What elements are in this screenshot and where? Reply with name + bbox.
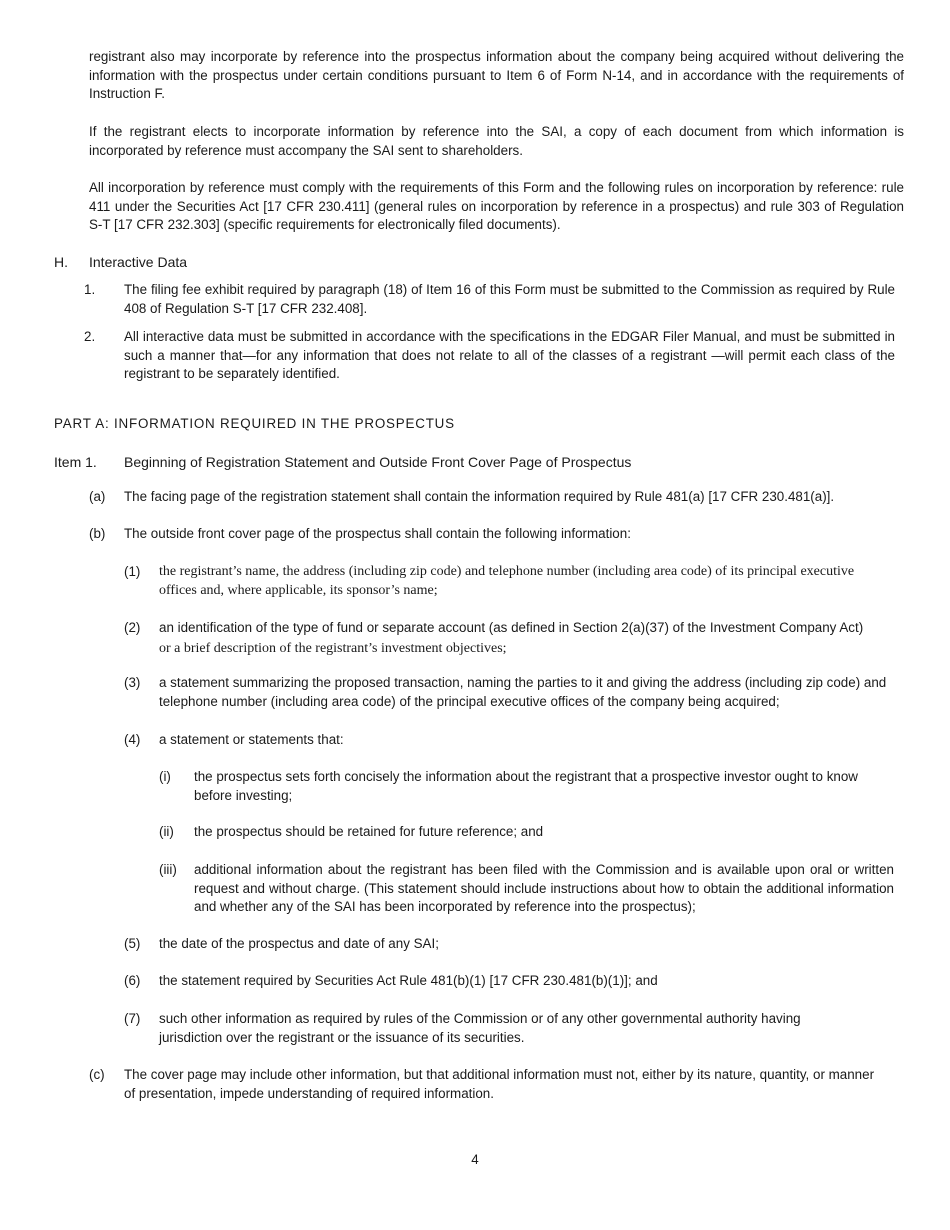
item-1-b-2 (124, 619, 874, 658)
item-1-c-text: The cover page may include other information, but that additional information must not, either by its nature, quantity, or manner of presentation, impede understanding of required information. (124, 1067, 875, 1101)
item-1-b-4 (124, 731, 894, 750)
intro-paragraph-3: All incorporation by reference must comply with the requirements of this Form and the following rules on incorporation by reference: rule 411 under the Securities Act [17 CFR 230.411] (general rules on incorporation by reference in a prospectus) and rule 303 of Regulation S-T [17 CFR 232.303] (specific requirements for electronically filed documents). (89, 180, 904, 232)
item-1-b-7-text: such other information as required by rules of the Commission or of any other governmental authority having jurisdiction over the registrant or the issuance of its securities. (159, 1011, 801, 1045)
part-a-heading: PART A: INFORMATION REQUIRED IN THE PROSPECTUS (54, 416, 455, 431)
item-1-a-text: The facing page of the registration statement shall contain the information required by Rule 481(a) [17 CFR 230.481(a)]. (124, 489, 835, 504)
item-1-b-2-text (159, 619, 874, 658)
item-1-b-4-iii-number: (iii) (159, 862, 177, 877)
item-1-b-7-number: (7) (124, 1011, 141, 1026)
item-1-a-label: (a) (89, 489, 106, 504)
item-1-b-3 (124, 674, 894, 711)
section-h-item-1-text: The filing fee exhibit required by paragraph (18) of Item 16 of this Form must be submitted to the Commission as required by Rule 408 of Regulation S-T [17 CFR 232.408]. (124, 282, 895, 316)
item-1-b-1 (124, 563, 874, 600)
item-1-b-4-iii-text: additional information about the registrant has been filed with the Commission and is available upon oral or written request and without charge. (This statement should include instructions about how to obtain the additional information and whether any of the SAI has been incorporated by reference into the prospectus); (194, 862, 894, 914)
item-1-b (89, 525, 904, 544)
item-1-b-4-iii (159, 861, 894, 917)
page-number: 4 (471, 1152, 479, 1167)
item-1-b-4-ii-text: the prospectus should be retained for future reference; and (194, 824, 544, 839)
item-1-b-1-text: the registrant’s name, the address (including zip code) and telephone number (including area code) of its principal executive offices and, where applicable, its sponsor’s name; (159, 564, 855, 598)
intro-paragraph-1: registrant also may incorporate by reference into the prospectus information about the company being acquired without delivering the information with the prospectus under certain conditions pursuant to Item 6 of Form N-14, and in accordance with the requirements of Instruction F. (89, 49, 904, 101)
item-1-b-label: (b) (89, 526, 106, 541)
section-h-title: Interactive Data (89, 254, 188, 270)
intro-paragraph-2: If the registrant elects to incorporate information by reference into the SAI, a copy of each document from which information is incorporated by reference must accompany the SAI sent to shareholders. (89, 124, 904, 158)
section-h-item-2-number: 2. (84, 329, 96, 344)
item-1-b-4-i-text: the prospectus sets forth concisely the information about the registrant that a prospective investor ought to know before investing; (194, 769, 858, 803)
item-1-b-4-i (159, 768, 894, 805)
item-1-title: Beginning of Registration Statement and Outside Front Cover Page of Prospectus (124, 454, 632, 470)
item-1-b-4-number: (4) (124, 732, 141, 747)
section-h-item-1-number: 1. (84, 282, 96, 297)
item-1-b-2-number: (2) (124, 620, 141, 635)
section-h-item-2 (84, 328, 895, 384)
item-1-a (89, 488, 904, 507)
item-1-heading (54, 453, 904, 472)
section-h-heading (54, 253, 904, 272)
item-1-b-6-number: (6) (124, 973, 141, 988)
item-1-b-4-i-number: (i) (159, 769, 171, 784)
section-h-item-1 (84, 281, 895, 318)
item-1-b-4-ii-number: (ii) (159, 824, 174, 839)
item-1-b-7 (124, 1010, 844, 1047)
item-1-b-1-number: (1) (124, 564, 141, 579)
item-1-b-text: The outside front cover page of the prospectus shall contain the following information: (124, 526, 631, 541)
item-1-b-4-ii (159, 823, 894, 842)
item-1-b-6 (124, 972, 894, 991)
item-1-b-5 (124, 935, 894, 954)
item-1-b-5-number: (5) (124, 936, 141, 951)
item-1-label: Item 1. (54, 454, 97, 470)
item-1-b-2-text-part-a: an identification of the type of fund or separate account (as defined in Section 2(a)(37) of the Investment Company Act) (159, 620, 864, 635)
item-1-b-2-text-part-b: or a brief description of the registrant’s investment objectives; (159, 640, 507, 656)
item-1-b-3-number: (3) (124, 675, 141, 690)
item-1-b-5-text: the date of the prospectus and date of any SAI; (159, 936, 439, 951)
item-1-b-6-text: the statement required by Securities Act Rule 481(b)(1) [17 CFR 230.481(b)(1)]; and (159, 973, 658, 988)
item-1-b-3-text: a statement summarizing the proposed transaction, naming the parties to it and giving the address (including zip code) and telephone number (including area code) of the principal executive offices of the company being acquired; (159, 675, 887, 709)
section-h-item-2-text: All interactive data must be submitted in accordance with the specifications in the EDGAR Filer Manual, and must be submitted in such a manner that—for any information that does not relate to all of the classes of a registrant —will permit each class of the registrant to be separately identified. (124, 329, 895, 381)
item-1-c-label: (c) (89, 1067, 105, 1082)
item-1-c (89, 1066, 879, 1103)
item-1-b-4-text: a statement or statements that: (159, 732, 344, 747)
section-h-label: H. (54, 254, 68, 270)
